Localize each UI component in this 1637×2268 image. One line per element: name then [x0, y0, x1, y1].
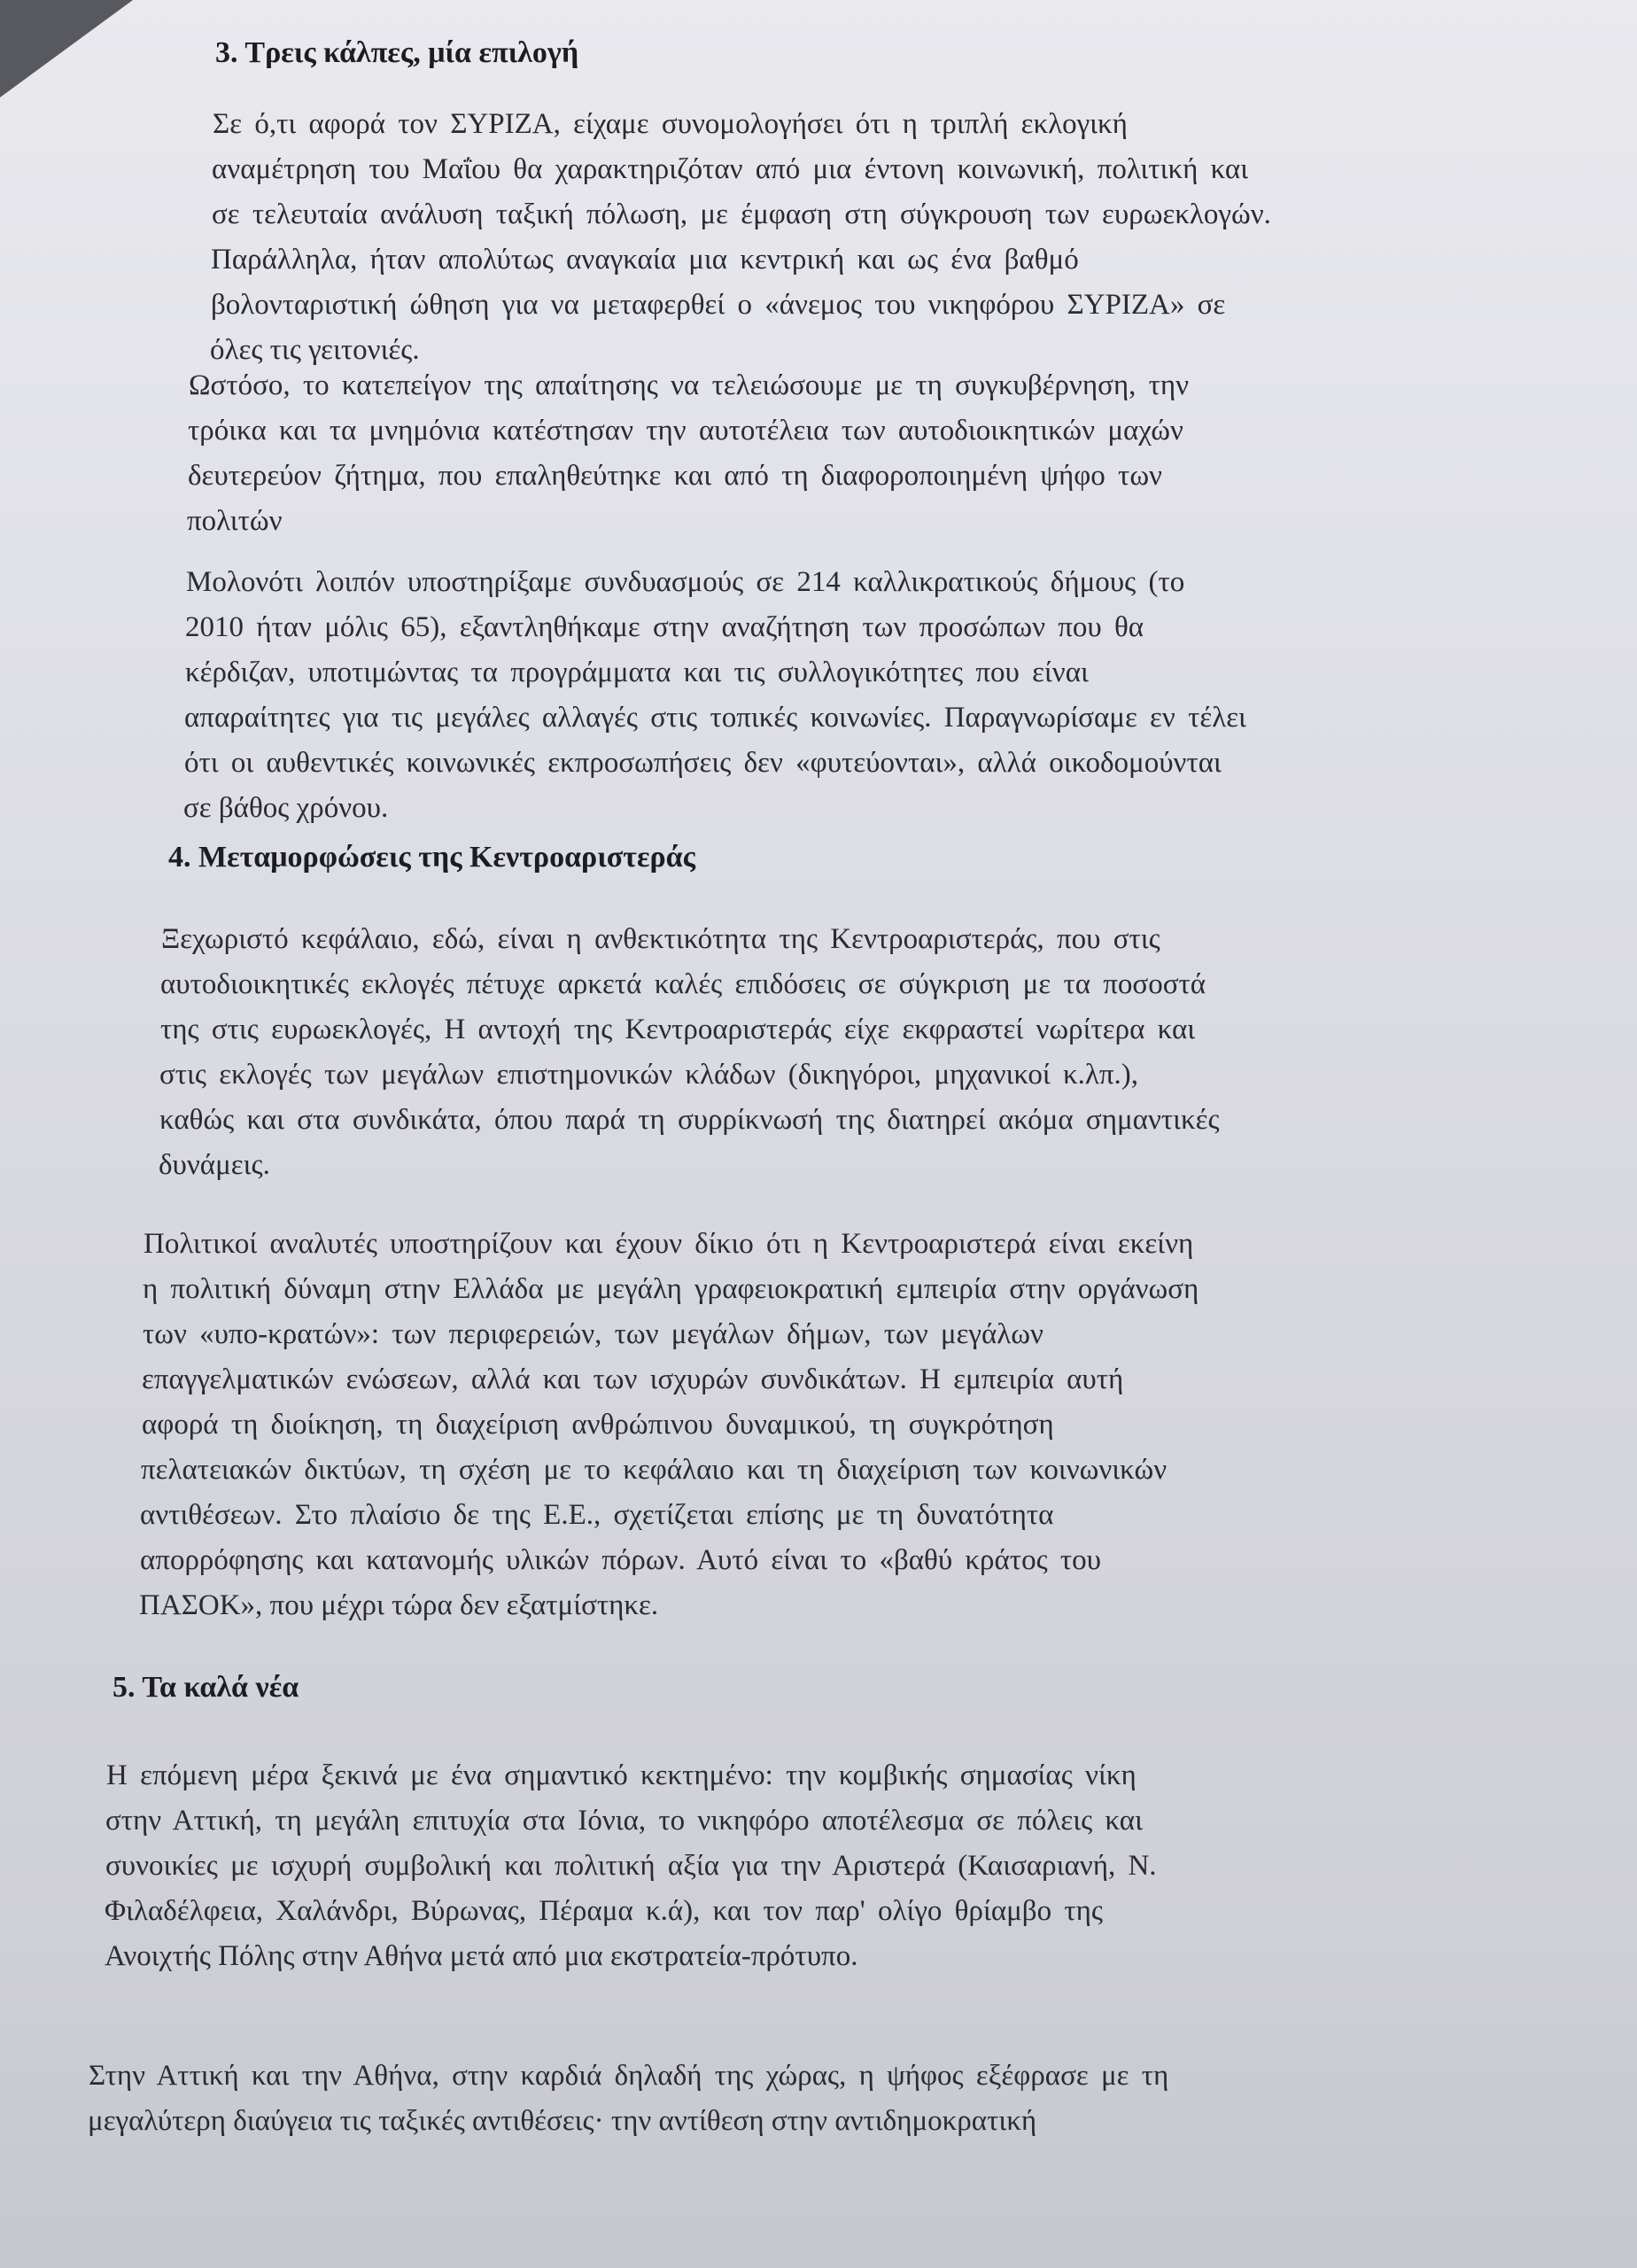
- paragraph-line: η πολιτική δύναμη στην Ελλάδα με μεγάλη γραφειοκρατική εμπειρία στην οργάνωση: [143, 1273, 1199, 1305]
- paragraph-line: Φιλαδέλφεια, Χαλάνδρι, Βύρωνας, Πέραμα κ.ά), και τον παρ' ολίγο θρίαμβο της: [105, 1895, 1103, 1927]
- paragraph-line: στις εκλογές των μεγάλων επιστημονικών κλάδων (δικηγόροι, μηχανικοί κ.λπ.),: [159, 1059, 1138, 1091]
- paragraph-line: των «υπο-κρατών»: των περιφερειών, των μεγάλων δήμων, των μεγάλων: [143, 1318, 1043, 1350]
- paragraph-line: απορρόφησης και κατανομής υλικών πόρων. Αυτό είναι το «βαθύ κράτος του: [140, 1544, 1101, 1576]
- paragraph-line: Ανοιχτής Πόλης στην Αθήνα μετά από μια εκστρατεία-πρότυπο.: [105, 1940, 858, 1972]
- paragraph-line: σε τελευταία ανάλυση ταξική πόλωση, με έμφαση στη σύγκρουση των ευρωεκλογών.: [212, 198, 1271, 230]
- paragraph-line: αφορά τη διοίκηση, τη διαχείριση ανθρώπινου δυναμικού, τη συγκρότηση: [142, 1409, 1054, 1441]
- paragraph-line: Η επόμενη μέρα ξεκινά με ένα σημαντικό κεκτημένο: την κομβικής σημασίας νίκη: [106, 1759, 1137, 1791]
- paragraph-line: βολονταριστική ώθηση για να μεταφερθεί ο «άνεμος του νικηφόρου ΣΥΡΙΖΑ» σε: [211, 289, 1226, 321]
- paragraph-line: Μολονότι λοιπόν υποστηρίξαμε συνδυασμούς σε 214 καλλικρατικούς δήμους (το: [186, 566, 1185, 598]
- paragraph-line: στην Αττική, τη μεγάλη επιτυχία στα Ιόνια, το νικηφόρο αποτέλεσμα σε πόλεις και: [105, 1805, 1143, 1837]
- section-heading: 4. Μεταμορφώσεις της Κεντροαριστεράς: [168, 841, 695, 874]
- paragraph-line: σε βάθος χρόνου.: [183, 792, 389, 824]
- section-heading: 3. Τρεις κάλπες, μία επιλογή: [215, 36, 579, 69]
- paragraph-line: πολιτών: [187, 505, 283, 537]
- paragraph-line: απαραίτητες για τις μεγάλες αλλαγές στις τοπικές κοινωνίες. Παραγνωρίσαμε εν τέλει: [184, 702, 1246, 734]
- paragraph-line: δυνάμεις.: [159, 1149, 270, 1181]
- paragraph-line: Πολιτικοί αναλυτές υποστηρίζουν και έχουν δίκιο ότι η Κεντροαριστερά είναι εκείνη: [144, 1228, 1194, 1260]
- paragraph-line: αντιθέσεων. Στο πλαίσιο δε της Ε.Ε., σχετίζεται επίσης με τη δυνατότητα: [140, 1499, 1054, 1531]
- paragraph-line: τρόικα και τα μνημόνια κατέστησαν την αυτοτέλεια των αυτοδιοικητικών μαχών: [188, 415, 1183, 447]
- paragraph-line: ότι οι αυθεντικές κοινωνικές εκπροσωπήσεις δεν «φυτεύονται», αλλά οικοδομούνται: [184, 747, 1222, 779]
- paragraph-line: 2010 ήταν μόλις 65), εξαντληθήκαμε στην αναζήτηση των προσώπων που θα: [185, 611, 1144, 643]
- paragraph-line: μεγαλύτερη διαύγεια τις ταξικές αντιθέσεις· την αντίθεση στην αντιδημοκρατική: [88, 2105, 1037, 2137]
- paragraph-line: Στην Αττική και την Αθήνα, στην καρδιά δηλαδή της χώρας, η ψήφος εξέφρασε με τη: [89, 2060, 1169, 2092]
- page-corner-shadow: [0, 0, 133, 97]
- paragraph-line: κέρδιζαν, υποτιμώντας τα προγράμματα και τις συλλογικότητες που είναι: [185, 656, 1089, 688]
- paragraph-line: δευτερεύον ζήτημα, που επαληθεύτηκε και από τη διαφοροποιημένη ψήφο των: [188, 460, 1162, 492]
- paragraph-line: της στις ευρωεκλογές, Η αντοχή της Κεντροαριστεράς είχε εκφραστεί νωρίτερα και: [160, 1014, 1196, 1045]
- paragraph-line: αυτοδιοικητικές εκλογές πέτυχε αρκετά καλές επιδόσεις σε σύγκριση με τα ποσοστά: [160, 968, 1206, 1000]
- paragraph-line: Παράλληλα, ήταν απολύτως αναγκαία μια κεντρική και ως ένα βαθμό: [211, 244, 1079, 276]
- paragraph-line: πελατειακών δικτύων, τη σχέση με το κεφάλαιο και τη διαχείριση των κοινωνικών: [141, 1454, 1168, 1486]
- paragraph-line: επαγγελματικών ενώσεων, αλλά και των ισχυρών συνδικάτων. Η εμπειρία αυτή: [142, 1363, 1124, 1395]
- paragraph-line: ΠΑΣΟΚ», που μέχρι τώρα δεν εξατμίστηκε.: [139, 1589, 659, 1621]
- paragraph-line: αναμέτρηση του Μαΐου θα χαρακτηριζόταν από μια έντονη κοινωνική, πολιτική και: [212, 153, 1249, 185]
- paragraph-line: καθώς και στα συνδικάτα, όπου παρά τη συρρίκνωσή της διατηρεί ακόμα σημαντικές: [159, 1104, 1220, 1136]
- paragraph-line: συνοικίες με ισχυρή συμβολική και πολιτική αξία για την Αριστερά (Καισαριανή, Ν.: [105, 1850, 1157, 1882]
- paragraph-line: όλες τις γειτονιές.: [210, 334, 420, 366]
- paragraph-line: Σε ό,τι αφορά τον ΣΥΡΙΖΑ, είχαμε συνομολογήσει ότι η τριπλή εκλογική: [213, 108, 1128, 140]
- paragraph-line: Ξεχωριστό κεφάλαιο, εδώ, είναι η ανθεκτικότητα της Κεντροαριστεράς, που στις: [161, 923, 1160, 955]
- section-heading: 5. Τα καλά νέα: [112, 1671, 299, 1704]
- paragraph-line: Ωστόσο, το κατεπείγον της απαίτησης να τελειώσουμε με τη συγκυβέρνηση, την: [189, 369, 1190, 401]
